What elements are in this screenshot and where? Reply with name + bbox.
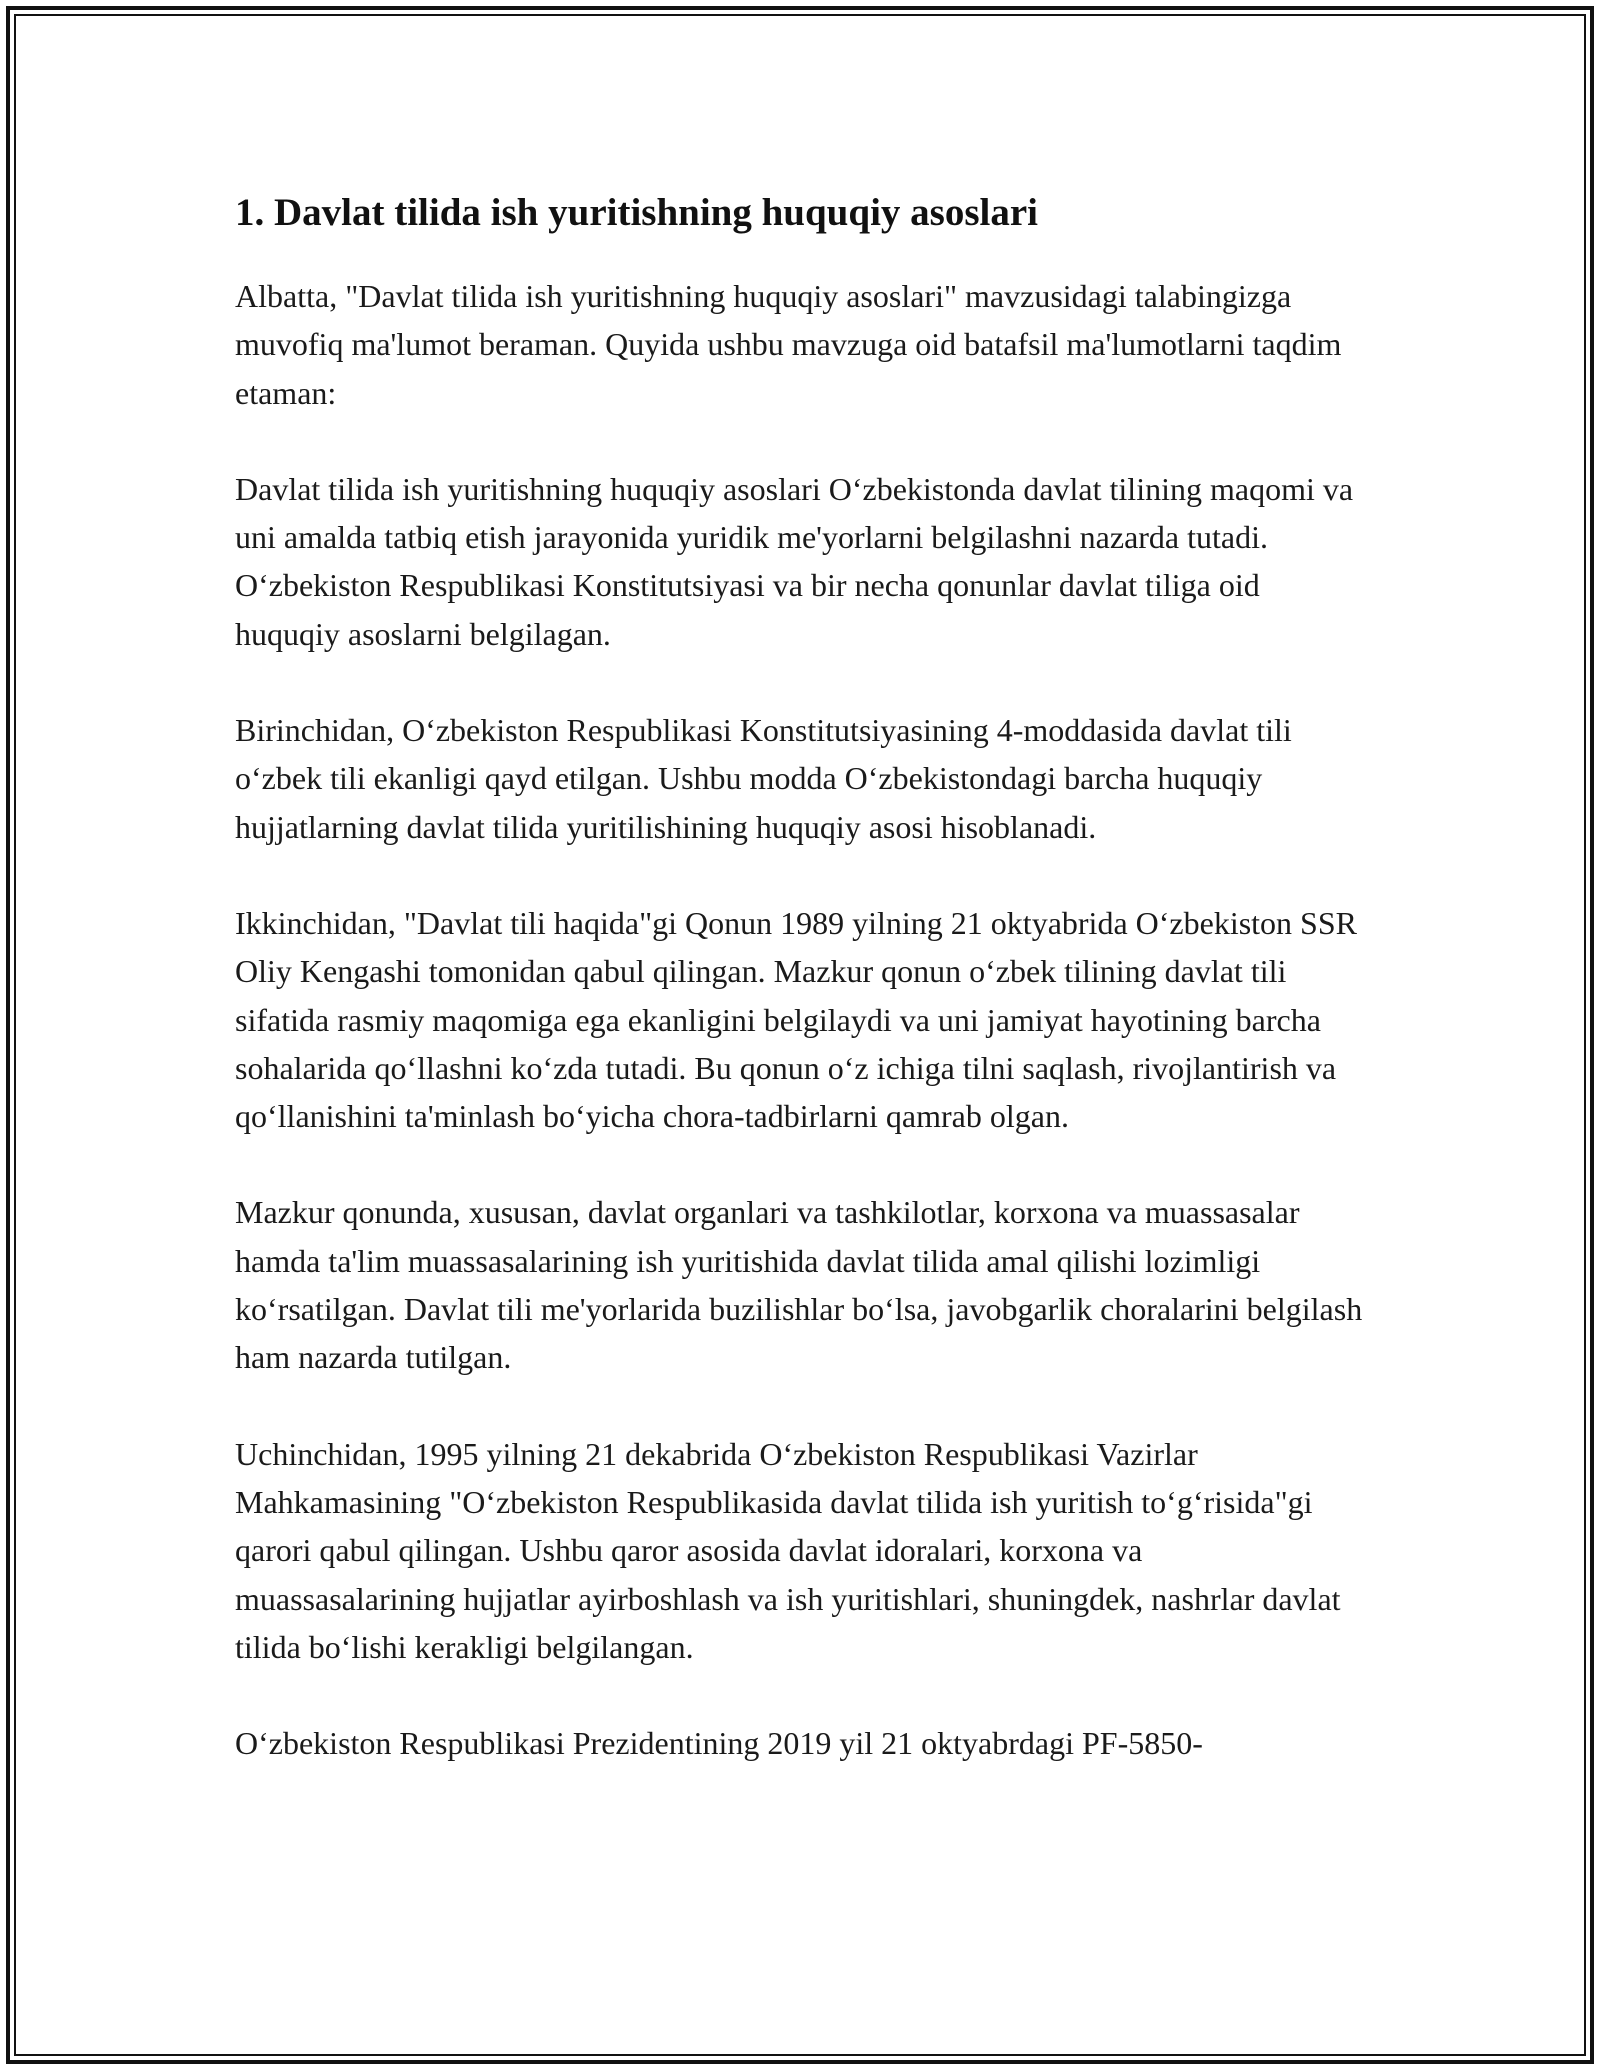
section-heading: 1. Davlat tilida ish yuritishning huquqiy asoslari [235, 191, 1038, 234]
paragraph-first-constitution: Birinchidan, O‘zbekiston Respublikasi Konstitutsiyasining 4-moddasida davlat tili o‘zbek tili ekanligi qayd etilgan. Ushbu modda O‘zbekistondagi barcha huquqiy hujjatlarning davlat tilida yuritilishining huquqiy asosi hisoblanadi. [235, 712, 1292, 845]
paragraph-second-language-law: Ikkinchidan, "Davlat tili haqida"gi Qonun 1989 yilning 21 oktyabrida O‘zbekiston SSR Oliy Kengashi tomonidan qabul qilingan. Mazkur qonun o‘zbek tilining davlat tili sifatida rasmiy maqomiga ega ekanligini belgilaydi va uni jamiyat hayotining barcha sohalarida qo‘llashni ko‘zda tutadi. Bu qonun o‘z ichiga tilni saqlash, rivojlantirish va qo‘llanishini ta'minlash bo‘yicha chora-tadbirlarni qamrab olgan. [235, 904, 1357, 1135]
paragraph-presidential-decree: O‘zbekiston Respublikasi Prezidentining 2019 yil 21 oktyabrdagi PF-5850- [235, 1725, 1203, 1762]
paragraph-third-resolution: Uchinchidan, 1995 yilning 21 dekabrida O‘zbekiston Respublikasi Vazirlar Mahkamasining "O‘zbekiston Respublikasida davlat tilida ish yuritish to‘g‘risida"gi qarori qabul qilingan. Ushbu qaror asosida davlat idoralari, korxona va muassasalarining hujjatlar ayirboshlash va ish yuritishlari, shuningdek, nashrlar davlat tilida bo‘lishi kerakligi belgilangan. [235, 1435, 1341, 1665]
paragraph-intro: Albatta, "Davlat tilida ish yuritishning huquqiy asoslari" mavzusidagi talabingizga muvofiq ma'lumot beraman. Quyida ushbu mavzuga oid batafsil ma'lumotlarni taqdim etaman: [235, 278, 1342, 411]
paragraph-law-details: Mazkur qonunda, xususan, davlat organlari va tashkilotlar, korxona va muassasalar hamda ta'lim muassasalarining ish yuritishida davlat tilida amal qilishi lozimligi ko‘rsatilgan. Davlat tili me'yorlarida buzilishlar bo‘lsa, javobgarlik choralarini belgilash ham nazarda tutilgan. [235, 1194, 1363, 1376]
document-body [235, 186, 1365, 1815]
paragraph-legal-basis: Davlat tilida ish yuritishning huquqiy asoslari O‘zbekistonda davlat tilining maqomi va uni amalda tatbiq etish jarayonida yuridik me'yorlarni belgilashni nazarda tutadi. O‘zbekiston Respublikasi Konstitutsiyasi va bir necha qonunlar davlat tiliga oid huquqiy asoslarni belgilagan. [235, 470, 1354, 652]
